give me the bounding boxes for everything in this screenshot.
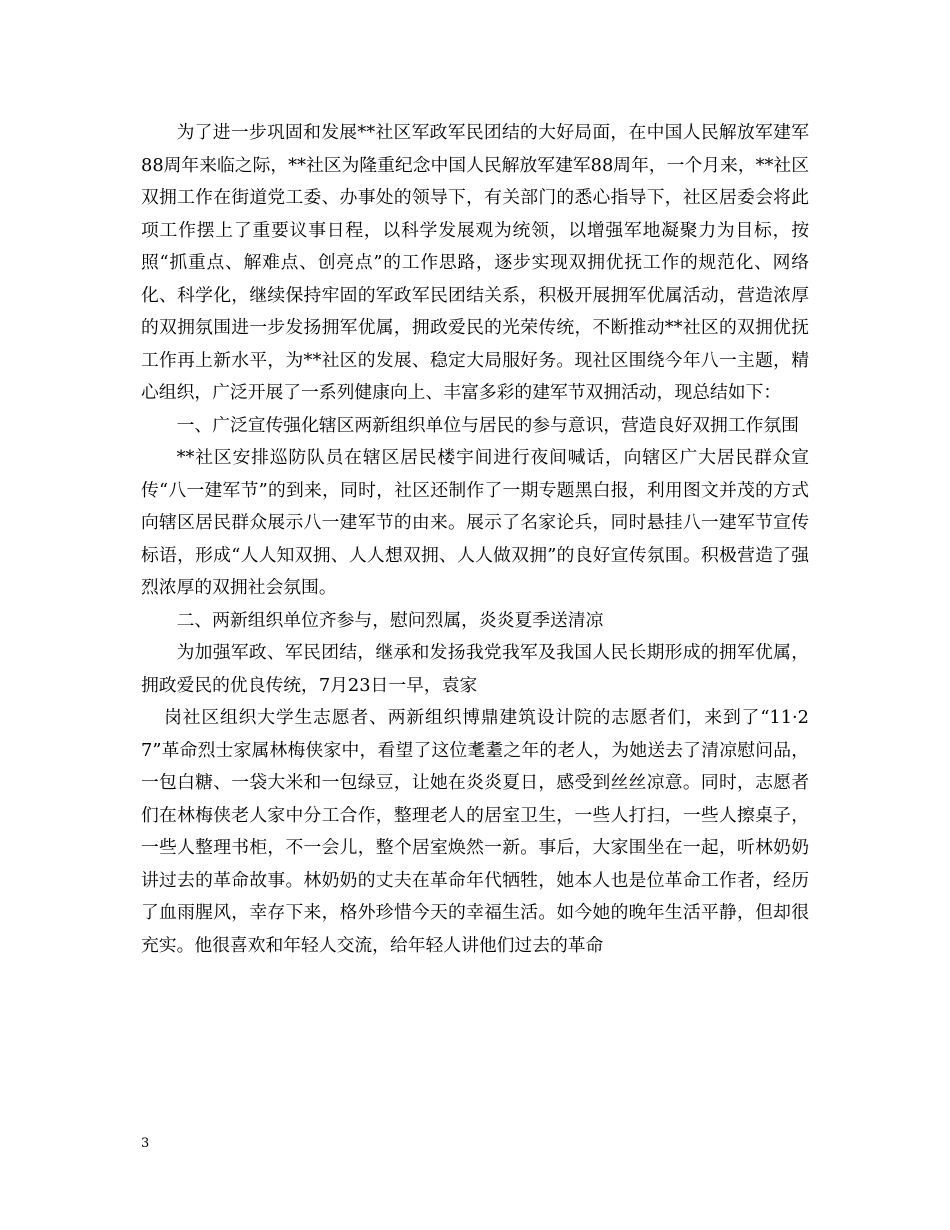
section-heading-1: 一、广泛宣传强化辖区两新组织单位与居民的参与意识，营造良好双拥工作氛围 <box>176 414 799 436</box>
section-2-continuation: 岗社区组织大学生志愿者、两新组织博鼎建筑设计院的志愿者们，来到了“11·27”革命烈士家属林梅侠家中，看望了这位耄耋之年的老人，为她送去了清凉慰问品，一包白糖、一袋大米和一包绿豆，让她在炎炎夏日，感受到丝丝凉意。同时，志愿者们在林梅侠老人家中分工合作，整理老人的居室卫生，一些人打扫，一些人擦桌子，一些人整理书柜，不一会儿，整个居室焕然一新。事后，大家围坐在一起，听林奶奶讲过去的革命故事。林奶奶的丈夫在革命年代牺牲，她本人也是位革命工作者，经历了血雨腥风，幸存下来，格外珍惜今天的幸福生活。如今她的晚年生活平静，但却很充实。他很喜欢和年轻人交流，给年轻人讲他们过去的革命 <box>141 707 809 956</box>
section-2-paragraph: 为加强军政、军民团结，继承和发扬我党我军及我国人民长期形成的拥军优属，拥政爱民的优良传统，7月23日一早，袁家 <box>141 642 809 696</box>
page-number: 3 <box>141 1136 150 1151</box>
section-1-paragraph: **社区安排巡防队员在辖区居民楼宇间进行夜间喊话，向辖区广大居民群众宣传“八一建军节”的到来，同时，社区还制作了一期专题黑白报，利用图文并茂的方式向辖区居民群众展示八一建军节的由来。展示了名家论兵，同时悬挂八一建军节宣传标语，形成“人人知双拥、人人想双拥、人人做双拥”的良好宣传氛围。积极营造了强烈浓厚的双拥社会氛围。 <box>141 447 809 598</box>
section-heading-2: 二、两新组织单位齐参与，慰问烈属，炎炎夏季送清凉 <box>176 609 604 631</box>
document-body <box>141 117 809 962</box>
intro-paragraph: 为了进一步巩固和发展**社区军政军民团结的大好局面，在中国人民解放军建军88周年来临之际，**社区为隆重纪念中国人民解放军建军88周年，一个月来，**社区双拥工作在街道党工委、办事处的领导下，有关部门的悉心指导下，社区居委会将此项工作摆上了重要议事日程，以科学发展观为统领，以增强军地凝聚力为目标，按照“抓重点、解难点、创亮点”的工作思路，逐步实现双拥优抚工作的规范化、网络化、科学化，继续保持牢固的军政军民团结关系，积极开展拥军优属活动，营造浓厚的双拥氛围进一步发扬拥军优属，拥政爱民的光荣传统，不断推动**社区的双拥优抚工作再上新水平，为**社区的发展、稳定大局服好务。现社区围绕今年八一主题，精心组织，广泛开展了一系列健康向上、丰富多彩的建军节双拥活动，现总结如下： <box>141 122 809 403</box>
